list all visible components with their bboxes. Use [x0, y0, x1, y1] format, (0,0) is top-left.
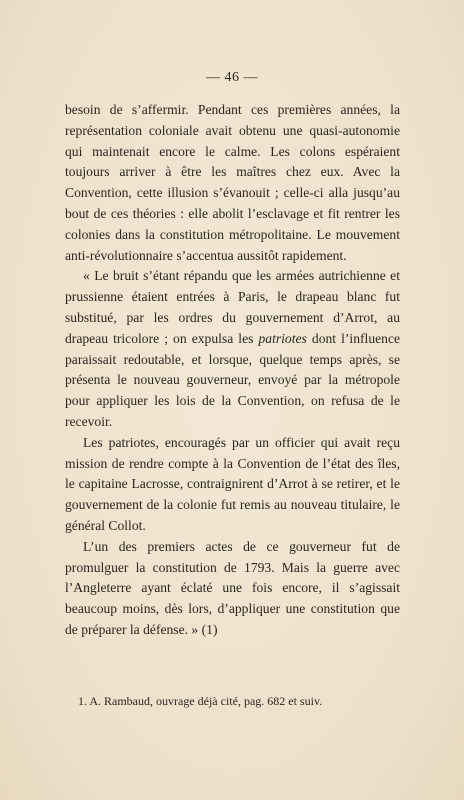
page-number: — 46 — — [206, 70, 258, 85]
paragraph-3 — [65, 433, 400, 537]
paragraph-4 — [65, 537, 400, 641]
paragraph-2 — [65, 266, 400, 432]
paragraph-2-text-start: « Le bruit s’étant répandu que les armées autrichienne et prussienne étaient entrées à Paris, le drapeau blanc fut substitué, par les ordres du gouvernement d’Arrot, au drapeau tricolore ; on expulsa les — [65, 268, 400, 346]
footnote: 1. A. Rambaud, ouvrage déjà cité, pag. 682 et suiv. — [78, 694, 323, 708]
paragraph-1-text: besoin de s’affermir. Pendant ces premières années, la représentation coloniale avait obtenu une quasi-autonomie qui maintenait encore le calme. Les colons espéraient toujours arriver à être les maîtres chez eux. Avec la Convention, cette illusion s’évanouit ; celle-ci alla jusqu’au bout de ces théories : elle abolit l’esclavage et fit rentrer les colonies dans la constitution métropolitaine. Le mouvement anti-révolutionnaire s’accentua aussitôt rapidement. — [65, 102, 400, 263]
body-text — [65, 100, 400, 641]
paragraph-3-text: Les patriotes, encouragés par un officier qui avait reçu mission de rendre compte à la Convention de l’état des îles, le capitaine Lacrosse, contraignirent d’Arrot à se retirer, et le gouvernement de la colonie fut remis au nouveau titulaire, le général Collot. — [65, 434, 400, 533]
paragraph-2-text-end: dont l’influence paraissait redoutable, et lorsque, quelque temps après, se présenta le nouveau gouverneur, envoyé par la métropole pour appliquer les lois de la Convention, on refusa de le recevoir. — [65, 330, 401, 429]
paragraph-2-italic-word: patriotes — [258, 330, 307, 346]
paragraph-4-text: L’un des premiers actes de ce gouverneur fut de promulguer la constitution de 1793. Mais la guerre avec l’Angleterre ayant éclaté une fois encore, il s’agissait beaucoup moins, dès lors, d’appliquer une constitution que de préparer la défense. » (1) — [65, 538, 400, 637]
paragraph-1 — [65, 100, 400, 266]
